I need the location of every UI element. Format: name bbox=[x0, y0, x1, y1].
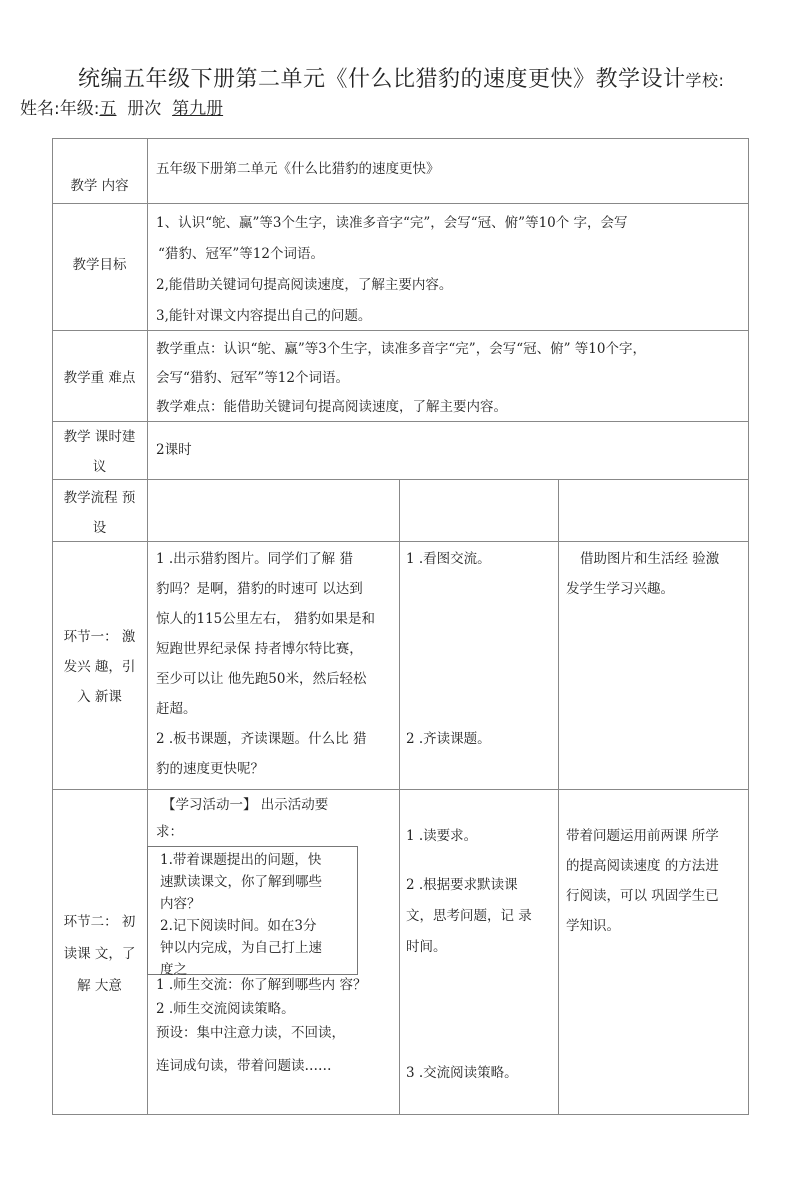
flow-label bbox=[52, 483, 147, 543]
step2-intent-line: 学知识。 bbox=[566, 918, 620, 934]
step2-teacher-line: 2 .师生交流阅读策略。 bbox=[156, 1001, 295, 1017]
step2-teacher bbox=[156, 973, 366, 1045]
title-text: 统编五年级下册第二单元《什么比猎豹的速度更快》教学设计 bbox=[78, 67, 686, 92]
hours-label-line: 议 bbox=[92, 459, 107, 475]
row-divider bbox=[52, 789, 749, 790]
key-points-label: 教学重 难点 bbox=[63, 370, 136, 386]
step1-label-line: 入 新课 bbox=[77, 689, 122, 705]
hours-label-line: 教学 课时建 bbox=[63, 429, 136, 445]
step1-teacher-line: 至少可以让 他先跑50米，然后轻松 bbox=[156, 671, 367, 687]
step2-teacher-line: 1 .师生交流：你了解到哪些内 容？ bbox=[156, 977, 367, 993]
step1-student-2: 2 .齐读课题。 bbox=[406, 731, 491, 747]
step1-label bbox=[52, 622, 147, 712]
name-label: 姓名: bbox=[20, 99, 60, 119]
flow-label-line: 教学流程 预 bbox=[63, 490, 136, 506]
step2-teacher-line: 预设：集中注意力读，不回读， bbox=[156, 1025, 345, 1041]
goal-line: 2,能借助关键词句提高阅读速度，了解主要内容。 bbox=[156, 277, 453, 293]
key-line: 会写“猎豹、冠军”等12个词语。 bbox=[156, 370, 349, 386]
box-line: 度之 bbox=[160, 962, 187, 978]
step2-activity-line: 【学习活动一】 出示活动要 bbox=[162, 797, 329, 813]
grade-label: 年级: bbox=[59, 99, 100, 119]
step1-teacher-line: 2 .板书课题，齐读课题。什么比 猎 bbox=[156, 731, 367, 747]
document-title bbox=[78, 62, 724, 93]
step2-student bbox=[406, 821, 532, 963]
step1-student-1: 1 .看图交流。 bbox=[406, 551, 491, 567]
volume-label: 册次 bbox=[127, 99, 162, 119]
step1-teacher-line: 豹的速度更快呢？ bbox=[156, 761, 264, 777]
box-line: 速默读课文，你了解到哪些 bbox=[160, 874, 322, 890]
grade-value: 五 bbox=[99, 99, 117, 119]
step1-teacher-line: 短跑世界纪录保 持者博尔特比赛， bbox=[156, 641, 363, 657]
step1-intent-line: 借助图片和生活经 验激 bbox=[580, 551, 720, 567]
hours-text: 2课时 bbox=[156, 442, 192, 458]
row-divider bbox=[52, 541, 749, 542]
box-line: 钟以内完成，为自己打上速 bbox=[160, 940, 322, 956]
meta-line bbox=[20, 94, 223, 119]
step2-student-line: 2 .根据要求默读课 bbox=[406, 877, 518, 893]
step1-teacher-line: 赶超。 bbox=[156, 701, 197, 717]
step2-label-line: 环节二： 初 bbox=[63, 914, 136, 930]
step2-student-line: 时间。 bbox=[406, 939, 447, 955]
step2-label-line: 解 大意 bbox=[77, 978, 122, 994]
goals-label: 教学目标 bbox=[72, 257, 127, 273]
step1-intent-line: 发学生学习兴趣。 bbox=[566, 581, 674, 597]
step1-teacher bbox=[156, 544, 375, 724]
flow-label-line: 设 bbox=[92, 520, 107, 536]
step2-activity bbox=[156, 792, 328, 846]
box-line: 1.带着课题提出的问题，快 bbox=[160, 852, 322, 868]
volume-value: 第九册 bbox=[172, 99, 224, 119]
step1-teacher-2 bbox=[156, 724, 366, 784]
key-line: 教学重点：认识“鸵、赢”等3个生字，读准多音字“完”，会写“冠、俯” 等10个字， bbox=[156, 341, 646, 357]
step1-label-line: 环节一： 激 bbox=[63, 629, 136, 645]
school-label: 学校: bbox=[685, 71, 725, 90]
activity-requirements-box bbox=[147, 846, 358, 978]
goal-line: 1、认识“鸵、赢”等3个生字，读准多音字“完”，会写“冠、俯”等10个 字，会写 bbox=[156, 215, 628, 231]
lesson-table bbox=[52, 138, 749, 1115]
key-line: 教学难点：能借助关键词句提高阅读速度，了解主要内容。 bbox=[156, 399, 507, 415]
step2-teacher-last: 连词成句读，带着问题读…… bbox=[156, 1058, 332, 1074]
step2-activity-line: 求： bbox=[156, 824, 183, 840]
column-divider bbox=[558, 479, 559, 1115]
step2-student-last: 3 .交流阅读策略。 bbox=[406, 1065, 518, 1081]
row-divider bbox=[52, 479, 749, 480]
step2-label-line: 读课 文，了 bbox=[63, 946, 136, 962]
step2-label bbox=[52, 906, 147, 1002]
step2-student-line: 1 .读要求。 bbox=[406, 828, 478, 844]
content-label: 教学 内容 bbox=[70, 178, 129, 194]
row-divider bbox=[52, 203, 749, 204]
key-points-text bbox=[156, 335, 646, 422]
goal-line: “猎豹、冠军”等12个词语。 bbox=[158, 246, 324, 262]
step1-intent bbox=[566, 544, 719, 604]
step1-teacher-line: 豹吗？是啊，猎豹的时速可 以达到 bbox=[156, 581, 363, 597]
step2-student-line: 文，思考问题，记 录 bbox=[406, 908, 532, 924]
table-border-right bbox=[748, 138, 749, 1115]
content-text: 五年级下册第二单元《什么比猎豹的速度更快》 bbox=[156, 161, 440, 177]
table-border-bottom bbox=[52, 1114, 749, 1115]
step1-teacher-line: 惊人的115公里左右， 猎豹如果是和 bbox=[156, 611, 376, 627]
box-line: 内容？ bbox=[160, 896, 201, 912]
box-line: 2.记下阅读时间。如在3分 bbox=[160, 918, 317, 934]
step2-intent-line: 带着问题运用前两课 所学 bbox=[566, 828, 719, 844]
step2-intent bbox=[566, 821, 719, 941]
step2-intent-line: 行阅读，可以 巩固学生已 bbox=[566, 888, 719, 904]
spacer bbox=[406, 852, 532, 870]
goal-line: 3,能针对课文内容提出自己的问题。 bbox=[156, 308, 372, 324]
table-border-top bbox=[52, 138, 749, 139]
step1-label-line: 发兴 趣，引 bbox=[63, 659, 136, 675]
goals-text bbox=[156, 208, 628, 332]
column-divider bbox=[399, 479, 400, 1115]
step1-teacher-line: 1 .出示猎豹图片。同学们了解 猎 bbox=[156, 551, 353, 567]
step2-intent-line: 的提高阅读速度 的方法进 bbox=[566, 858, 719, 874]
hours-label bbox=[52, 422, 147, 482]
